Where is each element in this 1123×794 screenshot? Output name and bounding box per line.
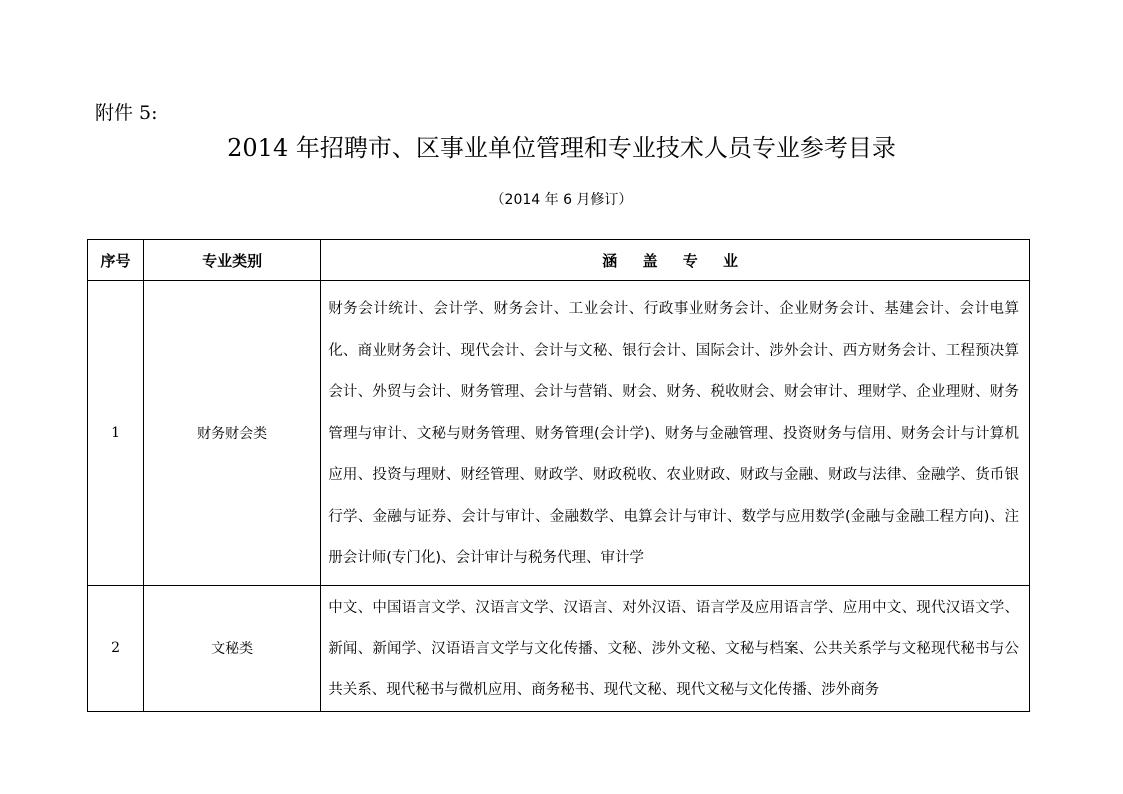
table-row [88,585,1030,711]
table-header-row [88,240,1030,281]
document-title: 2014 年招聘市、区事业单位管理和专业技术人员专业参考目录 [227,134,896,162]
row-category: 文秘类 [144,585,321,711]
row-majors: 财务会计统计、会计学、财务会计、工业会计、行政事业财务会计、企业财务会计、基建会计、会计电算化、商业财务会计、现代会计、会计与文秘、银行会计、国际会计、涉外会计、西方财务会计、工程预决算会计、外贸与会计、财务管理、会计与营销、财会、财务、税收财会、财会审计、理财学、企业理财、财务管理与审计、文秘与财务管理、财务管理(会计学)、财务与金融管理、投资财务与信用、财务会计与计算机应用、投资与理财、财经管理、财政学、财政税收、农业财政、财政与金融、财政与法律、金融学、货币银行学、金融与证券、会计与审计、金融数学、电算会计与审计、数学与应用数学(金融与金融工程方向)、注册会计师(专门化)、会计审计与税务代理、审计学 [321,281,1030,586]
column-header-majors: 涵 盖 专 业 [321,240,1030,281]
row-majors: 中文、中国语言文学、汉语言文学、汉语言、对外汉语、语言学及应用语言学、应用中文、现代汉语文学、新闻、新闻学、汉语语言文学与文化传播、文秘、涉外文秘、文秘与档案、公共关系学与文秘现代秘书与公共关系、现代秘书与微机应用、商务秘书、现代文秘、现代文秘与文化传播、涉外商务 [321,585,1030,711]
row-number: 1 [88,281,144,586]
revision-note: （2014 年 6 月修订） [490,192,633,208]
major-catalog-table [87,239,1030,712]
row-number: 2 [88,585,144,711]
attachment-label: 附件 5: [95,102,158,124]
table-row [88,281,1030,586]
column-header-number: 序号 [88,240,144,281]
row-category: 财务财会类 [144,281,321,586]
column-header-category: 专业类别 [144,240,321,281]
